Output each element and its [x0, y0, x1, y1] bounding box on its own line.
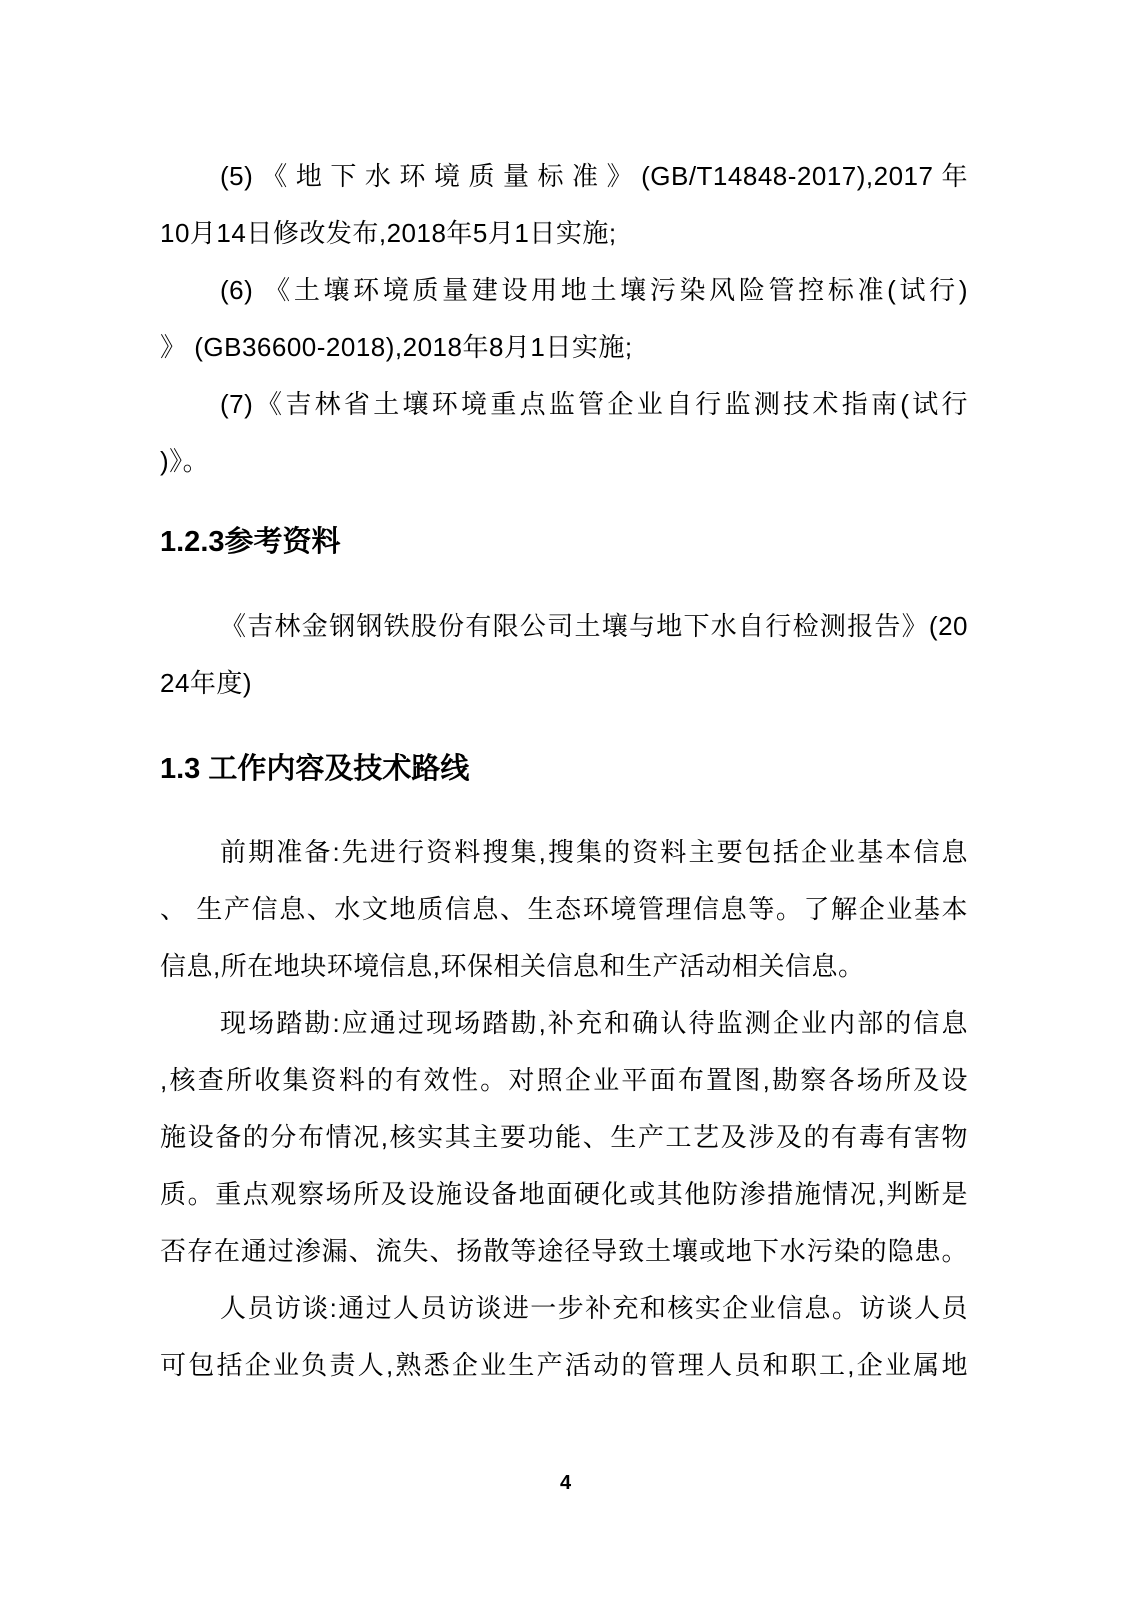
para-preparation-line-3: 信息,所在地块环境信息,环保相关信息和生产活动相关信息。 — [160, 951, 865, 981]
ref-item-6-line-2: 》 (GB36600-2018),2018年8月1日实施; — [160, 332, 633, 362]
para-preparation-line-2: 、 生产信息、水文地质信息、生态环境管理信息等。了解企业基本 — [160, 894, 968, 924]
ref-item-7-line-1: (7)《吉林省土壤环境重点监管企业自行监测技术指南(试行 — [220, 389, 968, 419]
para-site-survey-line-5: 否存在通过渗漏、流失、扬散等途径导致土壤或地下水污染的隐患。 — [160, 1236, 968, 1266]
document-body — [160, 148, 968, 1394]
ref-item-7-line-2: )》。 — [160, 446, 210, 476]
reference-doc-line-1: 《吉林金钢钢铁股份有限公司土壤与地下水自行检测报告》(20 — [220, 611, 968, 641]
para-site-survey-line-4: 质。重点观察场所及设施设备地面硬化或其他防渗措施情况,判断是 — [160, 1179, 968, 1209]
para-preparation-line-1: 前期准备:先进行资料搜集,搜集的资料主要包括企业基本信息 — [220, 837, 968, 867]
ref-item-5-line-1: (5)《地下水环境质量标准》(GB/T14848-2017),2017年 — [220, 161, 968, 191]
reference-doc-line-2: 24年度) — [160, 668, 253, 698]
para-interview-line-1: 人员访谈:通过人员访谈进一步补充和核实企业信息。访谈人员 — [220, 1293, 968, 1323]
para-site-survey-line-2: ,核查所收集资料的有效性。对照企业平面布置图,勘察各场所及设 — [160, 1065, 968, 1095]
section-heading-1-2-3: 1.2.3参考资料 — [160, 526, 341, 558]
section-heading-1-3: 1.3 工作内容及技术路线 — [160, 753, 470, 785]
ref-item-5-line-2: 10月14日修改发布,2018年5月1日实施; — [160, 218, 617, 248]
para-site-survey-line-1: 现场踏勘:应通过现场踏勘,补充和确认待监测企业内部的信息 — [220, 1008, 968, 1038]
page-number: 4 — [559, 1472, 572, 1494]
para-interview-line-2: 可包括企业负责人,熟悉企业生产活动的管理人员和职工,企业属地 — [160, 1350, 968, 1380]
para-site-survey-line-3: 施设备的分布情况,核实其主要功能、生产工艺及涉及的有毒有害物 — [160, 1122, 968, 1152]
ref-item-6-line-1: (6) 《土壤环境质量建设用地土壤污染风险管控标准(试行) — [220, 275, 968, 305]
